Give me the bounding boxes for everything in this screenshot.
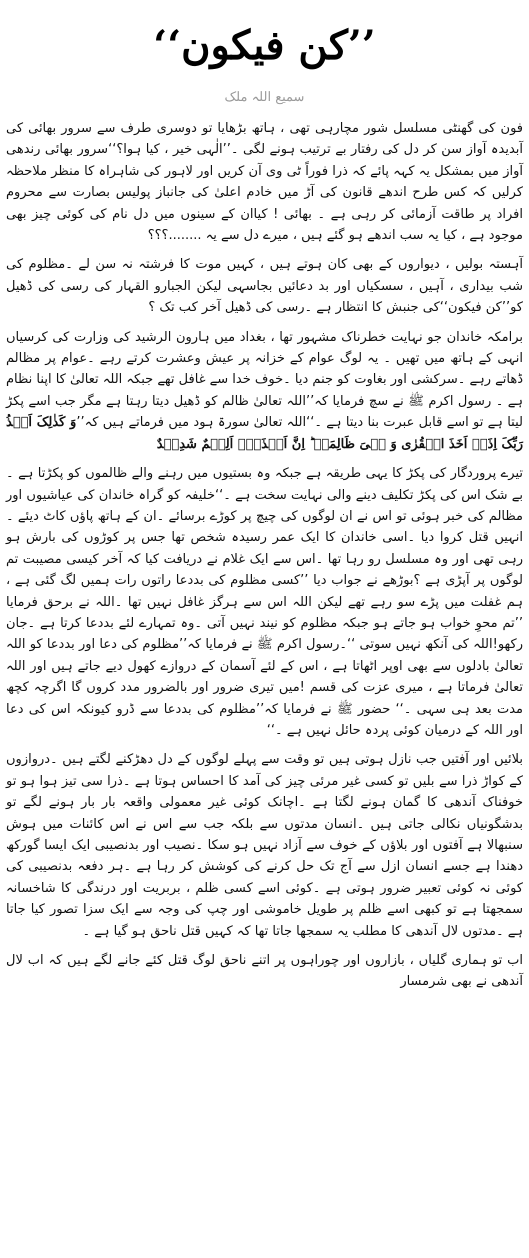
- paragraph-text: بلائیں اور آفتیں جب نازل ہوتی ہیں تو وقت سے پہلے لوگوں کے دل دھڑکنے لگتے ہیں ۔دروازوں کے کواڑ ذرا سے بلیں تو کسی غیر مرئی چیز کی آمد کا احساس ہوتا ہے ۔ذرا سی تیز ہوا ہو تو خوفناک آندھی کا گمان ہونے لگتا ہے ۔اچانک کوئی غیر معمولی واقعہ بار بار ہونے لگے تو بدشگونیاں نکالی جاتی ہیں ۔انسان مدتوں سے بلکہ جب سے اس نے اس کائنات میں ہوش سنبھالا ہے آفتوں اور بلاؤں کے خوف سے آزاد نہیں ہو سکا ۔نصیب اور بدنصیبی ایک ایسا گورکھ دھندا ہے جسے انسان ازل سے آج تک حل کرنے کی کوشش کر رہا ہے ۔ہر دفعہ بدنصیبی کی کوئی نہ کوئی تعبیر ضرور ہوتی ہے ۔کوئی اسے کسی ظلم ، بربریت اور درندگی کا شاخسانہ سمجھتا ہے تو کبھی اسے ظلم پر طویل خاموشی اور چپ کی وجہ سے ایک سزا تصور کیا جاتا ہے ۔مدتوں لال آندھی کا مطلب یہ سمجھا جاتا تھا کہ کہیں قتل ناحق ہو گیا ہے ۔: [6, 752, 523, 939]
- paragraph-text: فون کی گھنٹی مسلسل شور مچارہی تھی ، ہاتھ بڑھایا تو دوسری طرف سے سرور بھائی کی آبدیدہ آواز سن کر دل کی رفتار بے ترتیب ہونے لگی ۔’’الٰہی خیر ، کیا ہوا؟‘‘سرور بھائی رندھی آواز میں بمشکل یہ کہہ پائے کہ ذرا فوراً ٹی وی آن کریں اور لاہور کی شاہراہ کا منظر ملاحظہ کرلیں کہ کس طرح اندھے قانون کی آڑ میں خادم اعلیٰ کی جانباز پولیس بصارت سے محروم افراد پر طاقت آزمائی کر رہی ہے ۔ بھائی ! کیاان کے سینوں میں دل نام کی کوئی چیز بھی موجود ہے ، کیا یہ سب اندھے ہو گئے ہیں ، میرے دل سے یہ ........؟؟؟: [6, 121, 523, 244]
- paragraph-4: [6, 463, 523, 741]
- paragraph-6: [6, 950, 523, 993]
- paragraph-2: [6, 254, 523, 318]
- paragraph-5: [6, 749, 523, 942]
- paragraph-text: اب تو ہماری گلیاں ، بازاروں اور چوراہوں پر اتنے ناحق لوگ قتل کئے جانے لگے ہیں کہ اب لال آندھی نے بھی شرمسار: [6, 953, 523, 990]
- paragraph-1: [6, 118, 523, 246]
- paragraph-text: برامکہ خاندان جو نہایت خطرناک مشہور تھا ، بغداد میں ہارون الرشید کی وزارت کی کرسیاں انہی کے ہاتھ میں تھیں ۔ یہ لوگ عوام کے خزانہ پر عیش وعشرت کرتے رہے ۔عوام پر مظالم ڈھاتے رہے ۔سرکشی اور بغاوت کو جنم دیا ۔خوف خدا سے غافل تھے جبکہ اللہ تعالیٰ کا اپنا نظام ہے ۔ رسول اکرم ﷺ نے سچ فرمایا کہ’’اللہ تعالیٰ ظالم کو ڈھیل دیتا رہتا ہے مگر جب اسے پکڑ لیتا ہے تو اسے قابل عبرت بنا دیتا ہے ۔‘‘اللہ تعالیٰ سورۃ ہود میں فرماتے ہیں کہ’’: [6, 329, 523, 431]
- paragraph-3: [6, 327, 523, 455]
- paragraph-text: تیرے پروردگار کی پکڑ کا یہی طریقہ ہے جبکہ وہ بستیوں میں رہنے والے ظالموں کو پکڑتا ہے ۔بے شک اس کی پکڑ تکلیف دینے والی نہایت سخت ہے ۔‘‘خلیفہ کو گراہ خاندان کی عیاشیوں اور مظالم کی خبر ہوئی تو اس نے ان لوگوں کی چیچ پر کوڑے برسائے ۔ان کے ہاتھ پاؤں کاٹ دیئے ۔انہیں قتل کروا دیا ۔اسی خاندان کا ایک عمر رسیدہ شخص تھا جس پر کوڑوں کی بارش ہو رہی تھی اور وہ مسلسل رو رہا تھا ۔اس سے ایک غلام نے دریافت کیا کہ آخر کیسی مصیبت تم لوگوں پر آپڑی ہے ؟بوڑھے نے جواب دیا ’’کسی مظلوم کی بددعا راتوں رات ہمیں لگ گئی ہے ، ہم غفلت میں پڑے سو رہے تھے لیکن اللہ اس سے ہرگز غافل نہیں تھا ۔اللہ نے برحق فرمایا ’’تم محوِ خواب ہو جاتے ہو جبکہ مظلوم کو نیند نہیں آتی ۔وہ تمہارے لئے بددعا کرتا ہے ۔جان رکھو!اللہ کی آنکھ نہیں سوتی ‘‘۔رسول اکرم ﷺ نے فرمایا کہ’’مظلوم کی دعا اور بددعا کو اللہ تعالیٰ بادلوں سے بھی اوپر اٹھاتا ہے ، اس کے لئے آسمان کے دروازے کھول دیے جاتے ہیں اور اللہ تعالیٰ فرماتا ہے ، میری عزت کی قسم !میں تیری ضرور اور بالضرور مدد کروں گا اگرچہ کچھ مدت بعد ہی سہی ۔‘‘ حضور ﷺ نے فرمایا کہ’’مظلوم کی بددعا سے ڈرو کیونکہ اس کی دعا اور اللہ کے درمیان کوئی پردہ حائل نہیں ہے ۔‘‘: [6, 466, 523, 738]
- author-name: سمیع اللہ ملک: [224, 90, 305, 105]
- article-title: ’’کن فیکون‘‘: [153, 22, 376, 69]
- quran-verse: وَ کَذٰلِکَ اَخۡذُ رَبِّکَ اِذَاۤ اَخَذَ الۡقُرٰی وَ ہِیَ ظَالِمَۃٌ ؕ اِنَّ اَخۡذَہٗۤ اَلِیۡمٌ شَدِیۡدٌ: [6, 415, 523, 452]
- paragraph-text: آہستہ بولیں ، دیواروں کے بھی کان ہوتے ہیں ، کہیں موت کا فرشتہ نہ سن لے ۔مظلوم کی شب بیداری ، آہیں ، سسکیاں اور بد دعائیں بجاسہی لیکن الجبارو القہار کی رسی کی ڈھیل کو’’کن فیکون‘‘کی جنبش کا انتظار ہے ۔رسی کی ڈھیل آخر کب تک ؟: [6, 257, 523, 316]
- article-body: [6, 118, 523, 1001]
